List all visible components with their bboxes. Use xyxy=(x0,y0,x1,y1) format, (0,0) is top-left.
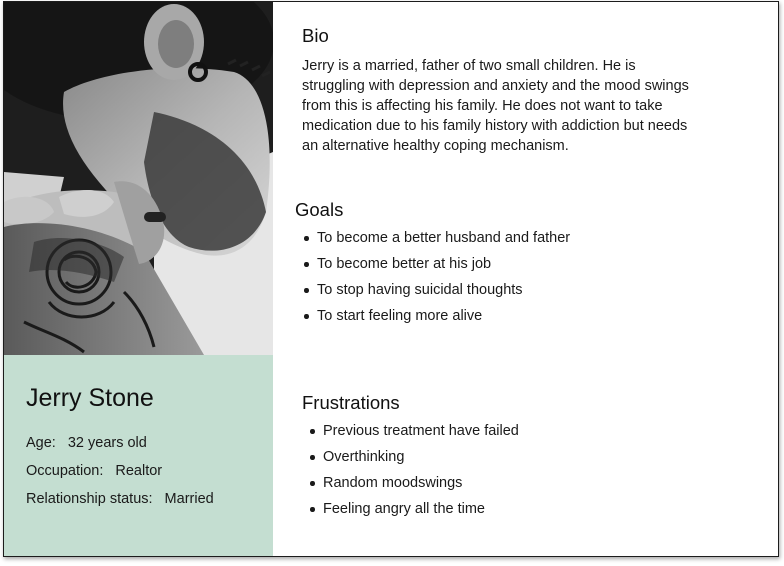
persona-sidebar xyxy=(4,2,273,556)
relationship-label: Relationship status: xyxy=(26,491,153,507)
frustration-item: Feeling angry all the time xyxy=(308,499,519,525)
frustrations-list xyxy=(308,421,519,525)
bio-heading: Bio xyxy=(302,25,329,46)
goal-item: To become a better husband and father xyxy=(302,228,570,254)
goal-item: To stop having suicidal thoughts xyxy=(302,280,570,306)
goals-list xyxy=(302,228,570,332)
occupation-value: Realtor xyxy=(115,463,163,479)
occupation-row xyxy=(26,463,162,479)
frustration-item: Previous treatment have failed xyxy=(308,421,519,447)
persona-name: Jerry Stone xyxy=(26,384,154,412)
relationship-value: Married xyxy=(164,491,214,507)
persona-profile-panel xyxy=(4,355,273,556)
frustration-item: Overthinking xyxy=(308,447,519,473)
age-label: Age: xyxy=(26,435,56,451)
frustration-item: Random moodswings xyxy=(308,473,519,499)
occupation-label: Occupation: xyxy=(26,463,104,479)
goals-heading: Goals xyxy=(295,199,344,220)
goal-item: To start feeling more alive xyxy=(302,306,570,332)
relationship-row xyxy=(26,491,214,507)
persona-card xyxy=(3,1,779,557)
age-value: 32 years old xyxy=(67,435,147,451)
frustrations-heading: Frustrations xyxy=(302,392,400,413)
goal-item: To become better at his job xyxy=(302,254,570,280)
age-row xyxy=(26,435,147,451)
bio-text: Jerry is a married, father of two small children. He is struggling with depression and anxiety and the mood swings from this is affecting his family. He does not want to take medication due to his family history with addiction but needs an alternative healthy coping mechanism. xyxy=(302,58,689,154)
persona-photo xyxy=(4,2,273,355)
